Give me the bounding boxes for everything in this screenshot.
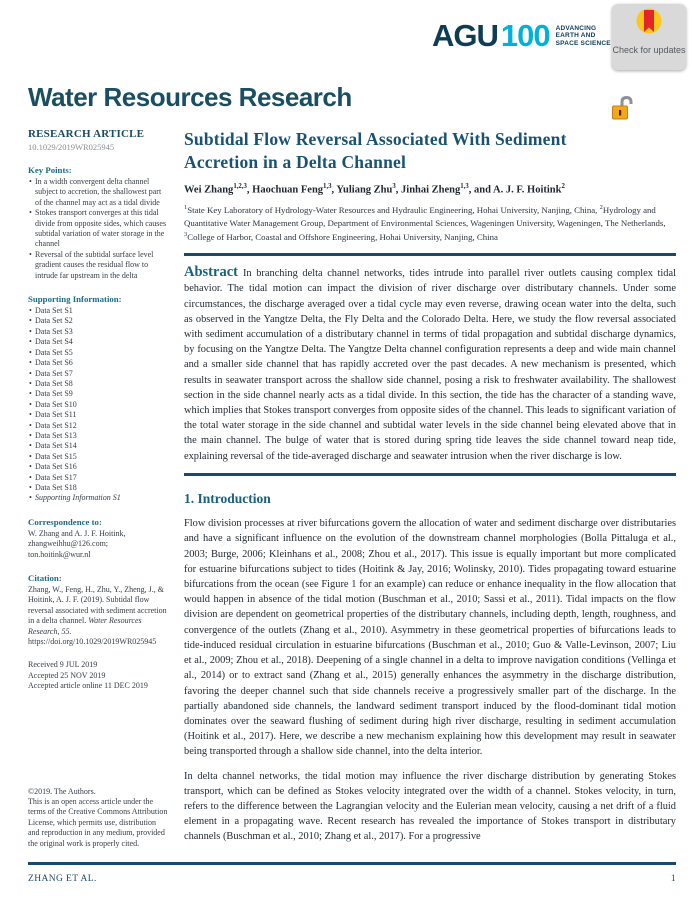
affiliation-sup: 1	[184, 204, 188, 211]
page-footer	[28, 862, 676, 884]
abstract-heading: Abstract	[184, 264, 238, 281]
key-points-list	[28, 177, 168, 281]
supporting-info-item[interactable]: • Data Set S3	[28, 327, 168, 337]
author-name: Yuliang Zhu	[336, 184, 393, 195]
supporting-info-item[interactable]: • Data Set S5	[28, 348, 168, 358]
supporting-info-item[interactable]: • Data Set S13	[28, 431, 168, 441]
citation-doi-link[interactable]: https://doi.org/10.1029/2019WR025945	[28, 637, 157, 647]
correspondence-email-link[interactable]: zhangweihhu@126.com;	[28, 539, 109, 549]
supporting-info-item[interactable]: • Data Set S11	[28, 410, 168, 420]
author-name: A. J. F. Hoitink	[493, 184, 562, 195]
running-head: ZHANG ET AL.	[28, 874, 97, 884]
correspondence-block	[28, 529, 168, 560]
key-point-item: • Reversal of the subtidal surface level gradient causes the residual flow to intrude far upstream in the delta	[28, 250, 168, 281]
affiliation-sup: 2	[599, 204, 603, 211]
article-type-label: RESEARCH ARTICLE	[28, 128, 145, 140]
agu-tagline-line: EARTH AND	[555, 32, 596, 40]
citation-text: Zhang, W., Feng, H., Zhu, Y., Zheng, J., & Hoitink, A. J. F. (2019). Subtidal flow reversal associated with sediment accretion in a delta channel.	[28, 585, 167, 626]
supporting-info-item[interactable]: • Data Set S15	[28, 452, 168, 462]
author-affiliation-sup: 1,3	[460, 182, 469, 190]
supporting-info-item[interactable]: • Data Set S14	[28, 441, 168, 451]
abstract	[184, 265, 676, 464]
citation-heading: Citation:	[28, 573, 62, 583]
author-affiliation-sup: 2	[561, 182, 565, 190]
introduction-paragraph: Flow division processes at river bifurcations govern the allocation of water and sediment discharge over distributaries and have a significant influence on the evolution of the downstream channel morphologies (Bolla Pittaluga et al., 2003; Burge, 2006; Kleinhans et al., 2008; Zhou et al., 2017). This issue is equally important but more complicated for estuarine bifurcations subject to tides (Hoitink & Jay, 2016; Wolinsky, 2010). Tides propagating toward estuarine bifurcations from the ocean (see Figure 1 for an example) can reduce or enhance inequality in the flow allocation that would happen in absence of the tidal motion (Buschman et al., 2010; Sassi et al., 2011). Tidal impacts on the flow division are dependent on geometrical properties of the distributary channels, including depth, length, roughness, and convergence of the outlets (Zhang et al., 2010). Asymmetry in these geometrical properties of bifurcations leads to tide-induced residual circulation in estuarine bifurcations (Buschman et al., 2010; Guo & Valle-Levinson, 2007; Liu et al., 2009; Zhou et al., 2018). Deepening of a single channel in a delta to improve navigation conditions (Vellinga et al., 2014) or to extract sand (Zhang et al., 2015) generally enhances the asymmetry in the discharge distribution, favoring the deeper channel such that side channels receive a progressively smaller part of the discharge. In the partially abandoned side channels, the landward sediment transport induced by the flood-dominant tidal motion dominates over the seaward flushing of sediment during high river discharge, resulting in sediment accumulation (Hoitink et al., 2017). Here, we describe a new mechanism explaining how this development may result in seawater being transported through a shallow side channel, into the delta interior.	[184, 518, 676, 758]
introduction-paragraph: In delta channel networks, the tidal motion may influence the river discharge distribution by generating Stokes transport, which can be defined as Stokes velocity integrated over the width of a channel. Stokes velocity, in turn, refers to the difference between the Lagrangian velocity and the Eulerian mean velocity, causing a net drift of a fluid element in a propagating wave. Recent research has revealed the importance of Stokes transport in distributary channels (Buschman et al., 2010; Zhang et al., 2017). For a progressive	[184, 770, 676, 843]
introduction-heading: 1. Introduction	[184, 491, 271, 507]
supporting-info-item[interactable]: • Data Set S10	[28, 400, 168, 410]
copyright-text: This is an open access article under the terms of the Creative Commons Attribution License, which permits use, distribution and reproduction in any medium, provided the original work is properly cited.	[28, 796, 168, 848]
abstract-text: In branching delta channel networks, tides intrude into parallel river outlets causing complex tidal behavior. The tidal motion can impact the division of river discharge over distributary channels. Under some circumstances, the discharge averaged over a tidal cycle may even reverse, drawing ocean water into the delta, such as observed in the Yangtze Delta, the Fly Delta and the Colorado Delta. Here, we study the flow reversal associated with sediment accumulation of a distributary channel in terms of tidal propagation and subtidal discharge dynamics, by focusing on the Yangtze Delta. The Yangtze Delta channel configuration represents a deep and wide main channel and a smaller side channel that has rapidly accreted over the past decades. A new mechanism is presented, which results in seawater transport across the shallow side channel, posing a risk to freshwater availability. The shallowest section in the side channel nearly acts as a tidal divide. In this section, the tide has the character of a standing wave, which implies that Stokes transport converges from opposite sides of the channel. This leads to significant variation of the total water storage in the side channel and subtidal water levels in the side channel being elevated above that in the main channel. The bulge of water that is stored during spring tide leaves the side channel toward neap tide, explaining reversal of the tide-averaged discharge and seawater intrusion when the river discharge is low.	[184, 268, 676, 462]
supporting-info-item[interactable]: • Supporting Information S1	[28, 493, 168, 503]
author-name: Haochuan Feng	[252, 184, 324, 195]
supporting-info-item[interactable]: • Data Set S1	[28, 306, 168, 316]
author-affiliation-sup: 1,3	[323, 182, 332, 190]
correspondence-email-link[interactable]: ton.hoitink@wur.nl	[28, 549, 91, 559]
journal-masthead: Water Resources Research	[28, 82, 352, 112]
supporting-info-item[interactable]: • Data Set S7	[28, 369, 168, 379]
check-for-updates-button[interactable]	[612, 4, 686, 70]
supporting-info-item[interactable]: • Data Set S16	[28, 462, 168, 472]
article-date: Accepted article online 11 DEC 2019	[28, 681, 148, 691]
article-date: Received 9 JUL 2019	[28, 660, 98, 670]
author-name: Jinhai Zheng	[401, 184, 461, 195]
copyright-text: ©2019. The Authors.	[28, 786, 96, 796]
copyright-block	[28, 787, 168, 855]
correspondence-heading: Correspondence to:	[28, 516, 102, 527]
supporting-info-item[interactable]: • Data Set S12	[28, 421, 168, 431]
crossmark-icon	[633, 7, 665, 44]
agu-logo	[432, 18, 611, 54]
citation-journal: Water Resources Research, 55.	[28, 616, 142, 636]
author-byline: Wei Zhang$^{1,2,3}$, Haochuan Feng$^{1,3}$, Yuliang Zhu$^3$, Jinhai Zheng$^{1,3}$, and A. J. F. Hoitink$^2$	[184, 182, 565, 195]
article-title: Subtidal Flow Reversal Associated With Sediment Accretion in a Delta Channel	[184, 129, 567, 172]
affiliation-sup: 3	[184, 231, 188, 239]
supporting-info-item[interactable]: • Data Set S8	[28, 379, 168, 389]
introduction-section	[184, 516, 676, 844]
supporting-information-heading: Supporting Information:	[28, 294, 122, 305]
key-points-heading: Key Points:	[28, 165, 72, 175]
supporting-info-item[interactable]: • Data Set S6	[28, 358, 168, 368]
article-date: Accepted 25 NOV 2019	[28, 670, 106, 680]
key-point-item: • In a width convergent delta channel subject to accretion, the shallowest part of the channel may act as a tidal divide	[28, 177, 168, 208]
article-doi: 10.1029/2019WR025945	[28, 142, 115, 152]
author-affiliation-sup: 3	[392, 182, 396, 190]
section-divider	[184, 253, 676, 257]
author-name: Wei Zhang	[184, 184, 234, 195]
agu-tagline-line: SPACE SCIENCE	[555, 39, 611, 47]
article-body	[28, 128, 676, 855]
correspondence-line: W. Zhang and A. J. F. Hoitink,	[28, 528, 126, 538]
supporting-information-list	[28, 306, 168, 504]
supporting-info-item[interactable]: • Data Set S2	[28, 316, 168, 326]
citation-block	[28, 585, 168, 647]
supporting-info-item[interactable]: • Data Set S18	[28, 483, 168, 493]
article-main-column	[184, 128, 676, 855]
article-sidebar	[28, 128, 168, 855]
footer-divider	[28, 862, 676, 865]
supporting-info-item[interactable]: • Data Set S9	[28, 389, 168, 399]
agu-tagline-line: ADVANCING	[555, 24, 597, 32]
agu-tagline	[556, 25, 611, 48]
affiliations: $^1$State Key Laboratory of Hydrology-Water Resources and Hydraulic Engineering, Hohai University, Nanjing, China, $^2$Hydrology and Quantitative Water Management Group, Department of Environmental Sciences, Wageningen University, Wageningen, The Netherlands, $^3$College of Harbor, Coastal and Offshore Engineering, Hohai University, Nanjing, China	[184, 204, 666, 243]
agu-100-text: 100	[500, 18, 550, 53]
check-for-updates-label: Check for updates	[612, 45, 686, 55]
key-point-item: • Stokes transport converges at this tidal divide from opposite sides, which causes subtidal variation of water storage in the channel	[28, 208, 168, 250]
author-affiliation-sup: 1,2,3	[233, 182, 247, 190]
supporting-info-item[interactable]: • Data Set S17	[28, 473, 168, 483]
open-access-lock-icon	[608, 96, 636, 127]
article-dates-block	[28, 660, 168, 691]
section-divider	[184, 473, 676, 477]
page-number: 1	[670, 874, 676, 884]
agu-logo-text: AGU	[432, 18, 498, 53]
supporting-info-item[interactable]: • Data Set S4	[28, 337, 168, 347]
